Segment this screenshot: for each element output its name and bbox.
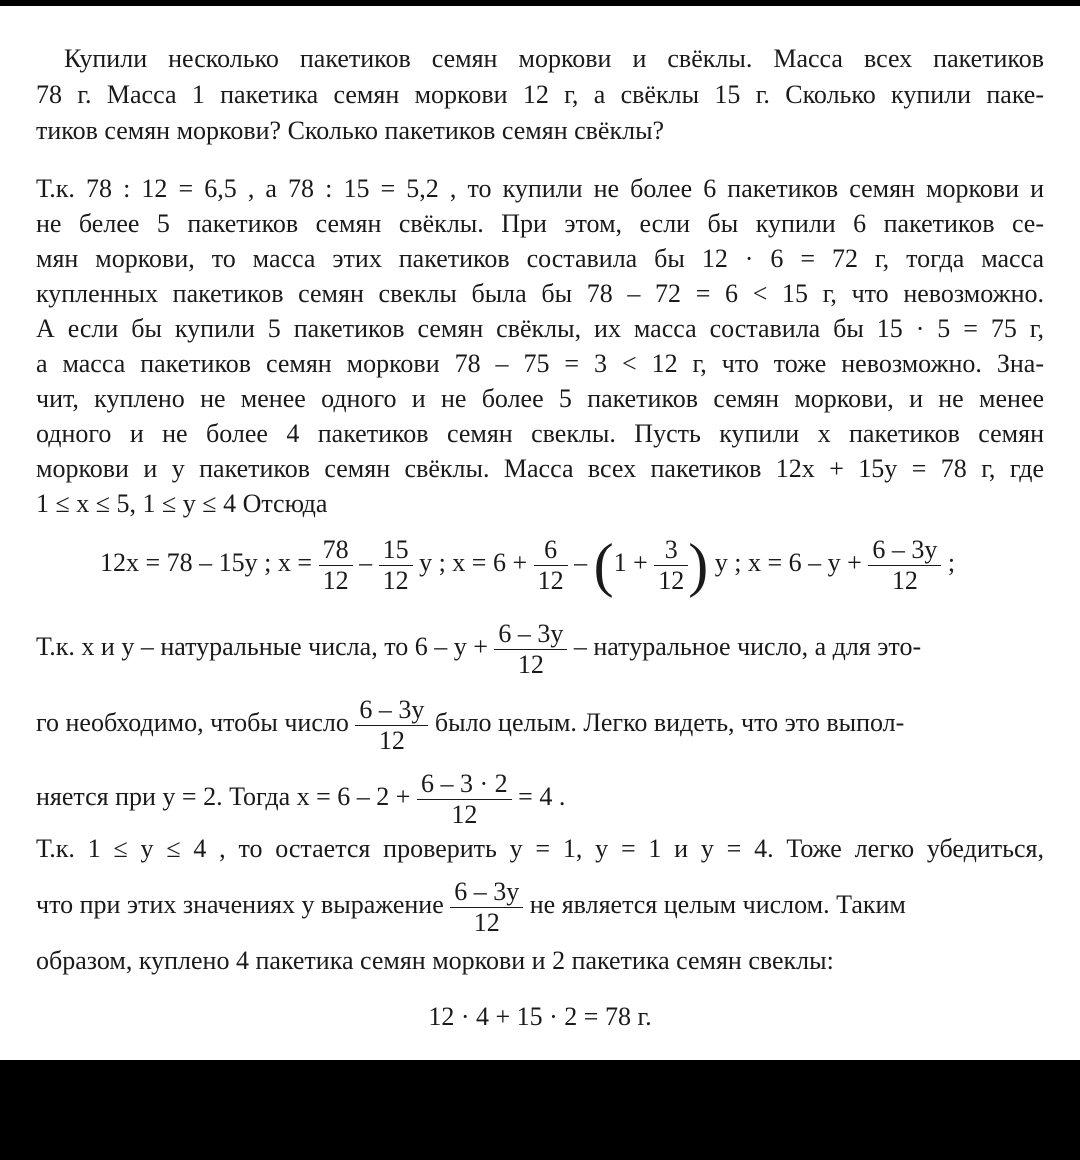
problem-statement [36, 42, 1044, 150]
fraction-3-12 [654, 535, 688, 596]
after-text-3-end: = 4 . [518, 782, 566, 811]
right-paren: ) [688, 532, 709, 599]
after-text-4: Т.к. 1 ≤ y ≤ 4 , то остается проверить y = 1, y = 1 и y = 4. Тоже легко убедиться, [36, 834, 1044, 863]
after-line-5 [36, 870, 1044, 940]
left-paren: ( [593, 532, 614, 599]
fraction-6-3y-12 [868, 535, 941, 596]
eq-part-4: y ; x = 6 – y + [714, 548, 862, 577]
solution-line-7: чит, куплено не менее одного и не более 5 пакетиков семян моркови, и не менее [36, 384, 1044, 413]
solution-line-9: моркови и y пакетиков семян свёклы. Масса всех пакетиков 12x + 15y = 78 г, где [36, 454, 1044, 483]
minus-sign: – [359, 548, 373, 577]
frac-den: 12 [417, 799, 512, 830]
frac-den: 12 [355, 725, 428, 756]
problem-line-3: тиков семян моркови? Сколько пакетиков семян свёклы? [36, 116, 665, 145]
problem-line-2: 78 г. Масса 1 пакетика семян моркови 12 г, а свёклы 15 г. Сколько купили паке- [36, 80, 1044, 109]
final-equation [0, 1000, 1080, 1034]
after-line-1 [36, 612, 921, 682]
eq-part-3: 1 + [613, 548, 648, 577]
solution-line-6: а масса пакетиков семян моркови 78 – 75 = 3 < 12 г, что тоже невозможно. Зна- [36, 349, 1044, 378]
after-text-1-end: – натуральное число, а для это- [573, 632, 922, 661]
fraction-78-12 [319, 535, 353, 596]
frac-den: 12 [379, 565, 413, 596]
eq-part-2: y ; x = 6 + [419, 548, 528, 577]
minus-sign: – [574, 548, 588, 577]
final-equation-text: 12 · 4 + 15 · 2 = 78 г. [428, 1002, 652, 1031]
after-line-6 [36, 944, 1044, 978]
eq-part-1: 12x = 78 – 15y ; x = [100, 548, 313, 577]
fraction-expression [494, 619, 567, 680]
after-text-3: няется при y = 2. Тогда x = 6 – 2 + [36, 782, 411, 811]
frac-den: 12 [534, 565, 568, 596]
frac-num: 78 [322, 534, 349, 564]
solution-line-5: А если бы купили 5 пакетиков семян свёклы, их масса составила бы 15 · 5 = 75 г, [36, 314, 1044, 343]
frac-num: 6 – 3y [359, 694, 425, 724]
fraction-expression [450, 877, 523, 938]
frac-num: 3 [664, 534, 678, 564]
frac-den: 12 [654, 565, 688, 596]
frac-num: 15 [382, 534, 409, 564]
solution-line-4: купленных пакетиков семян свеклы была бы 78 – 72 = 6 < 15 г, что невозможно. [36, 279, 1044, 308]
frac-den: 12 [319, 565, 353, 596]
equation-derivation [100, 528, 955, 598]
solution-line-3: мян моркови, то масса этих пакетиков составила бы 12 · 6 = 72 г, тогда масса [36, 244, 1044, 273]
after-line-2 [36, 688, 904, 758]
frac-num: 6 [544, 534, 558, 564]
solution-line-1: Т.к. 78 : 12 = 6,5 , а 78 : 15 = 5,2 , то купили не более 6 пакетиков семян моркови и [36, 174, 1044, 203]
frac-den: 12 [450, 907, 523, 938]
frac-num: 6 – 3 · 2 [420, 768, 508, 798]
frac-den: 12 [494, 649, 567, 680]
after-text-6: образом, куплено 4 пакетика семян моркови и 2 пакетика семян свеклы: [36, 946, 834, 975]
fraction-expression [355, 695, 428, 756]
document-page [0, 6, 1080, 1060]
after-line-3 [36, 762, 565, 832]
frac-num: 6 – 3y [454, 876, 520, 906]
after-text-2: го необходимо, чтобы число [36, 708, 349, 737]
after-text-5-end: не является целым числом. Таким [529, 890, 906, 919]
frac-num: 6 – 3y [498, 618, 564, 648]
solution-text [36, 172, 1044, 518]
solution-line-2: не белее 5 пакетиков семян свёклы. При этом, если бы купили 6 пакетиков се- [36, 209, 1044, 238]
solution-line-10: 1 ≤ x ≤ 5, 1 ≤ y ≤ 4 Отсюда [36, 489, 328, 518]
after-text-5: что при этих значениях y выражение [36, 890, 444, 919]
after-line-4 [36, 832, 1044, 866]
fraction-15-12 [379, 535, 413, 596]
problem-line-1: Купили несколько пакетиков семян моркови и свёклы. Масса всех пакетиков [64, 44, 1044, 73]
frac-den: 12 [868, 565, 941, 596]
fraction-6-12 [534, 535, 568, 596]
bottom-black-bar [0, 1060, 1080, 1160]
after-text-1: Т.к. x и y – натуральные числа, то 6 – y + [36, 632, 488, 661]
after-text-2-end: было целым. Легко видеть, что это выпол- [434, 708, 905, 737]
solution-line-8: одного и не более 4 пакетиков семян свеклы. Пусть купили x пакетиков семян [36, 419, 1044, 448]
eq-part-5: ; [947, 548, 956, 577]
fraction-expression [417, 769, 512, 830]
frac-num: 6 – 3y [872, 534, 938, 564]
